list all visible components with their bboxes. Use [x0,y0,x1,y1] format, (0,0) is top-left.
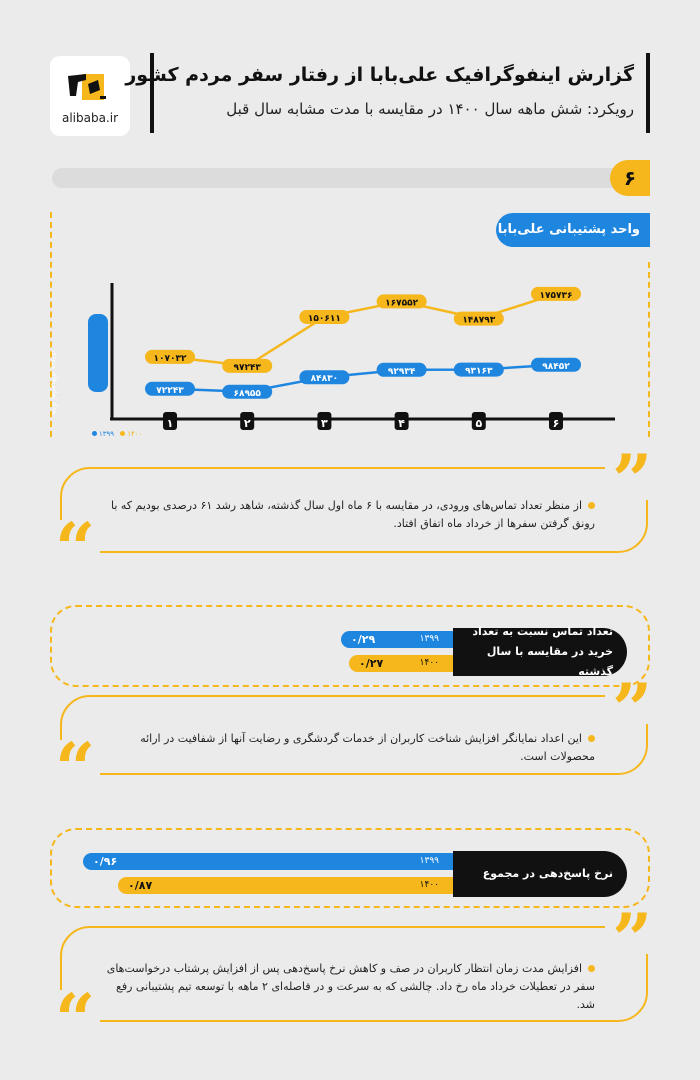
metric-label [453,851,627,897]
bar-value: ۰/۲۹ [351,633,376,646]
data-label: ۹۲۹۳۴ [387,366,416,377]
legend-swatch-1399 [92,431,97,436]
x-tick-label: ۴ [398,417,405,430]
data-label: ۱۵۰۶۱۱ [307,313,341,324]
bar-1399 [341,631,453,648]
data-label: ۹۷۲۴۳ [233,362,261,373]
chart-legend [88,430,142,438]
x-tick-label: ۳ [321,417,328,430]
logo-text: alibaba.ir [61,111,119,125]
metric-label [453,625,627,678]
y-axis-label-text: تعداد تماس‌های ورودی [51,350,59,416]
bar-year: ۱۳۹۹ [419,856,439,866]
series-line-۱۴۰۰ [170,294,556,366]
legend-1399: ۱۳۹۹ [99,430,115,438]
x-tick-label: ۱ [166,417,174,430]
quote-open-icon: “ [55,507,96,590]
bullet-icon [588,965,595,972]
data-label: ۱۶۷۵۵۲ [385,298,419,309]
line-chart [0,0,700,450]
note-text [105,960,595,1014]
section-number: ۶ [610,160,650,196]
x-tick-label: ۲ [243,417,251,430]
page-subtitle: رویکرد: شش ماهه سال ۱۴۰۰ در مقایسه با مدت مشابه سال قبل [226,100,634,118]
x-tick-label: ۵ [475,417,483,430]
data-label: ۱۴۸۷۹۳ [462,315,496,326]
section-title: واحد پشتیبانی علی‌بابا [496,213,650,247]
data-label: ۱۰۷۰۳۲ [153,353,187,364]
data-label: ۹۸۴۵۲ [542,361,570,372]
note-text [105,497,595,533]
quote-close-icon: ” [612,439,653,522]
metric-2-label: نرخ پاسخ‌دهی در مجموع [482,867,613,880]
bar-year: ۱۳۹۹ [419,634,439,644]
metric-1-label: تعداد تماس نسبت به تعداد خرید در مقایسه با سال گذشته [472,625,613,678]
quote-close-icon: ” [612,668,653,751]
legend-1400: ۱۴۰۰ [127,430,143,438]
quote-open-icon: “ [55,727,96,810]
x-tick-label: ۶ [552,417,560,430]
bar-1400 [118,877,453,894]
note-3-text: افزایش مدت زمان انتظار کاربران در صف و کاهش نرخ پاسخ‌دهی پس از افزایش پرشتاب درخواست‌های سفر در تعطیلات خرداد ماه رخ داد. چالشی که به سرعت و در فاصله‌ای ۲ ماهه با توسعه تیم پشتیبانی رفع شد. [106,962,595,1011]
bar-year: ۱۴۰۰ [419,880,439,890]
note-2-text: این اعداد نمایانگر افزایش شناخت کاربران از خدمات گردشگری و رضایت آنها از شفافیت در ارائه محصولات است. [140,732,595,763]
bar-year: ۱۴۰۰ [419,658,439,668]
data-label: ۸۴۸۳۰ [310,374,339,385]
bullet-icon [588,502,595,509]
quote-open-icon: “ [55,978,96,1061]
bar-value: ۰/۹۶ [93,855,118,868]
data-label: ۹۳۱۶۳ [465,366,493,377]
bar-1399 [83,853,453,870]
bullet-icon [588,735,595,742]
quote-close-icon: ” [612,898,653,981]
page-title: گزارش اینفوگرافیک علی‌بابا از رفتار سفر مردم کشور [125,64,634,86]
note-text [105,730,595,766]
data-label: ۱۷۵۷۳۶ [539,290,573,301]
bar-value: ۰/۲۷ [359,657,384,670]
note-1-text: از منظر تعداد تماس‌های ورودی، در مقایسه با ۶ ماه اول سال گذشته، شاهد رشد ۶۱ درصدی بودیم که با رونق گرفتن سفرها از خرداد ماه اتفاق افتاد. [110,499,595,530]
data-label: ۷۲۲۴۳ [156,385,184,396]
data-label: ۶۸۹۵۵ [233,388,261,399]
bar-1400 [349,655,453,672]
legend-swatch-1400 [120,431,125,436]
bar-value: ۰/۸۷ [128,879,153,892]
